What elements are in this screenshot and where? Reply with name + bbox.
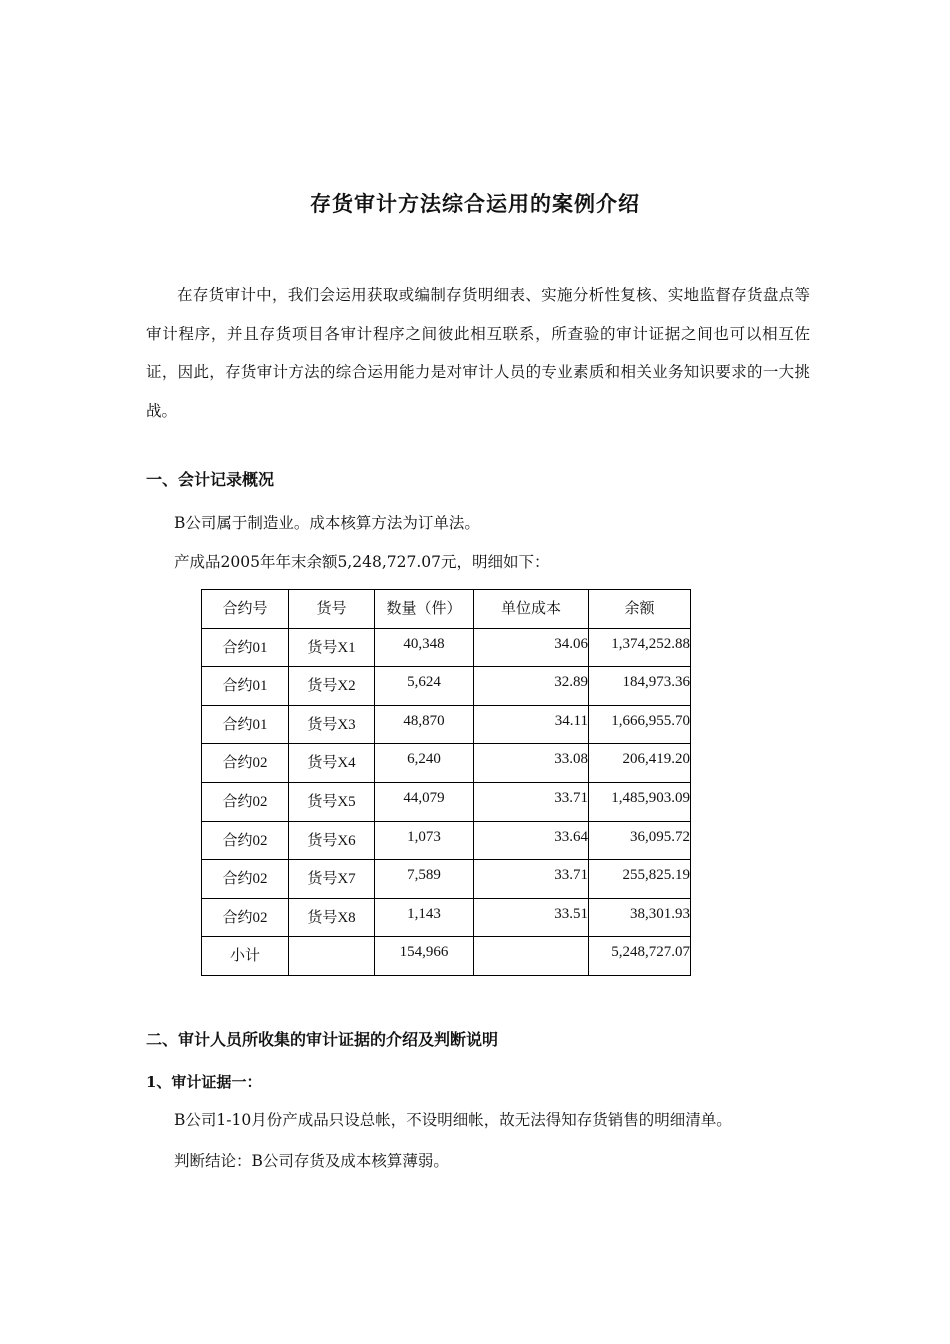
table-subtotal-row [202, 937, 691, 976]
intro-paragraph: 在存货审计中，我们会运用获取或编制存货明细表、实施分析性复核、实地监督存货盘点等审计程序，并且存货项目各审计程序之间彼此相互联系，所查验的审计证据之间也可以相互佐证，因此，存货审计方法的综合运用能力是对审计人员的专业素质和相关业务知识要求的一大挑战。 [146, 286, 810, 420]
quantity-cell: 44,079 [375, 782, 474, 821]
contract-cell: 合约02 [202, 860, 289, 899]
balance-cell: 184,973.36 [589, 667, 691, 706]
item-cell: 货号X4 [289, 744, 375, 783]
item-cell: 货号X6 [289, 821, 375, 860]
unit-cost-cell: 33.71 [474, 782, 589, 821]
unit-cost-cell: 33.64 [474, 821, 589, 860]
contract-cell: 合约02 [202, 821, 289, 860]
header-cell: 单位成本 [474, 590, 589, 629]
section-1-line-2: 产成品2005年年末余额5,248,727.07元，明细如下： [174, 553, 550, 571]
header-cell: 数量（件） [375, 590, 474, 629]
table-row [202, 860, 691, 899]
table-header-row [202, 590, 691, 629]
header-cell: 余额 [589, 590, 691, 629]
table-row [202, 705, 691, 744]
balance-cell: 36,095.72 [589, 821, 691, 860]
unit-cost-cell: 33.71 [474, 860, 589, 899]
unit-cost-cell: 34.11 [474, 705, 589, 744]
section-1-line-1: B公司属于制造业。成本核算方法为订单法。 [174, 514, 480, 532]
subtotal-label-cell: 小计 [202, 937, 289, 976]
item-cell: 货号X8 [289, 898, 375, 937]
quantity-cell: 48,870 [375, 705, 474, 744]
quantity-cell: 6,240 [375, 744, 474, 783]
section-2-heading: 二、审计人员所收集的审计证据的介绍及判断说明 [146, 1030, 499, 1049]
header-cell: 合约号 [202, 590, 289, 629]
item-cell: 货号X1 [289, 628, 375, 667]
unit-cost-cell: 33.51 [474, 898, 589, 937]
table-row [202, 898, 691, 937]
item-cell: 货号X2 [289, 667, 375, 706]
subtotal-quantity-cell: 154,966 [375, 937, 474, 976]
quantity-cell: 1,073 [375, 821, 474, 860]
contract-cell: 合约01 [202, 667, 289, 706]
balance-cell: 1,485,903.09 [589, 782, 691, 821]
contract-cell: 合约01 [202, 628, 289, 667]
subtotal-balance-cell: 5,248,727.07 [589, 937, 691, 976]
table-row [202, 782, 691, 821]
evidence-1-conclusion: 判断结论：B公司存货及成本核算薄弱。 [174, 1152, 449, 1170]
contract-cell: 合约02 [202, 744, 289, 783]
contract-cell: 合约01 [202, 705, 289, 744]
evidence-1-description: B公司1-10月份产成品只设总帐，不设明细帐，故无法得知存货销售的明细清单。 [174, 1111, 732, 1129]
balance-cell: 1,666,955.70 [589, 705, 691, 744]
contract-cell: 合约02 [202, 898, 289, 937]
item-cell: 货号X5 [289, 782, 375, 821]
quantity-cell: 5,624 [375, 667, 474, 706]
subtotal-unit-cost-cell [474, 937, 589, 976]
quantity-cell: 1,143 [375, 898, 474, 937]
balance-cell: 255,825.19 [589, 860, 691, 899]
quantity-cell: 40,348 [375, 628, 474, 667]
evidence-1-heading: 1、审计证据一： [146, 1073, 262, 1091]
item-cell: 货号X7 [289, 860, 375, 899]
unit-cost-cell: 32.89 [474, 667, 589, 706]
balance-cell: 38,301.93 [589, 898, 691, 937]
item-cell: 货号X3 [289, 705, 375, 744]
document-title: 存货审计方法综合运用的案例介绍 [310, 191, 640, 216]
section-1-heading: 一、会计记录概况 [146, 470, 275, 489]
subtotal-item-cell [289, 937, 375, 976]
quantity-cell: 7,589 [375, 860, 474, 899]
unit-cost-cell: 34.06 [474, 628, 589, 667]
table-row [202, 667, 691, 706]
unit-cost-cell: 33.08 [474, 744, 589, 783]
header-cell: 货号 [289, 590, 375, 629]
balance-cell: 206,419.20 [589, 744, 691, 783]
inventory-table [201, 589, 691, 976]
balance-cell: 1,374,252.88 [589, 628, 691, 667]
table-row [202, 744, 691, 783]
table-row [202, 628, 691, 667]
table-row [202, 821, 691, 860]
contract-cell: 合约02 [202, 782, 289, 821]
